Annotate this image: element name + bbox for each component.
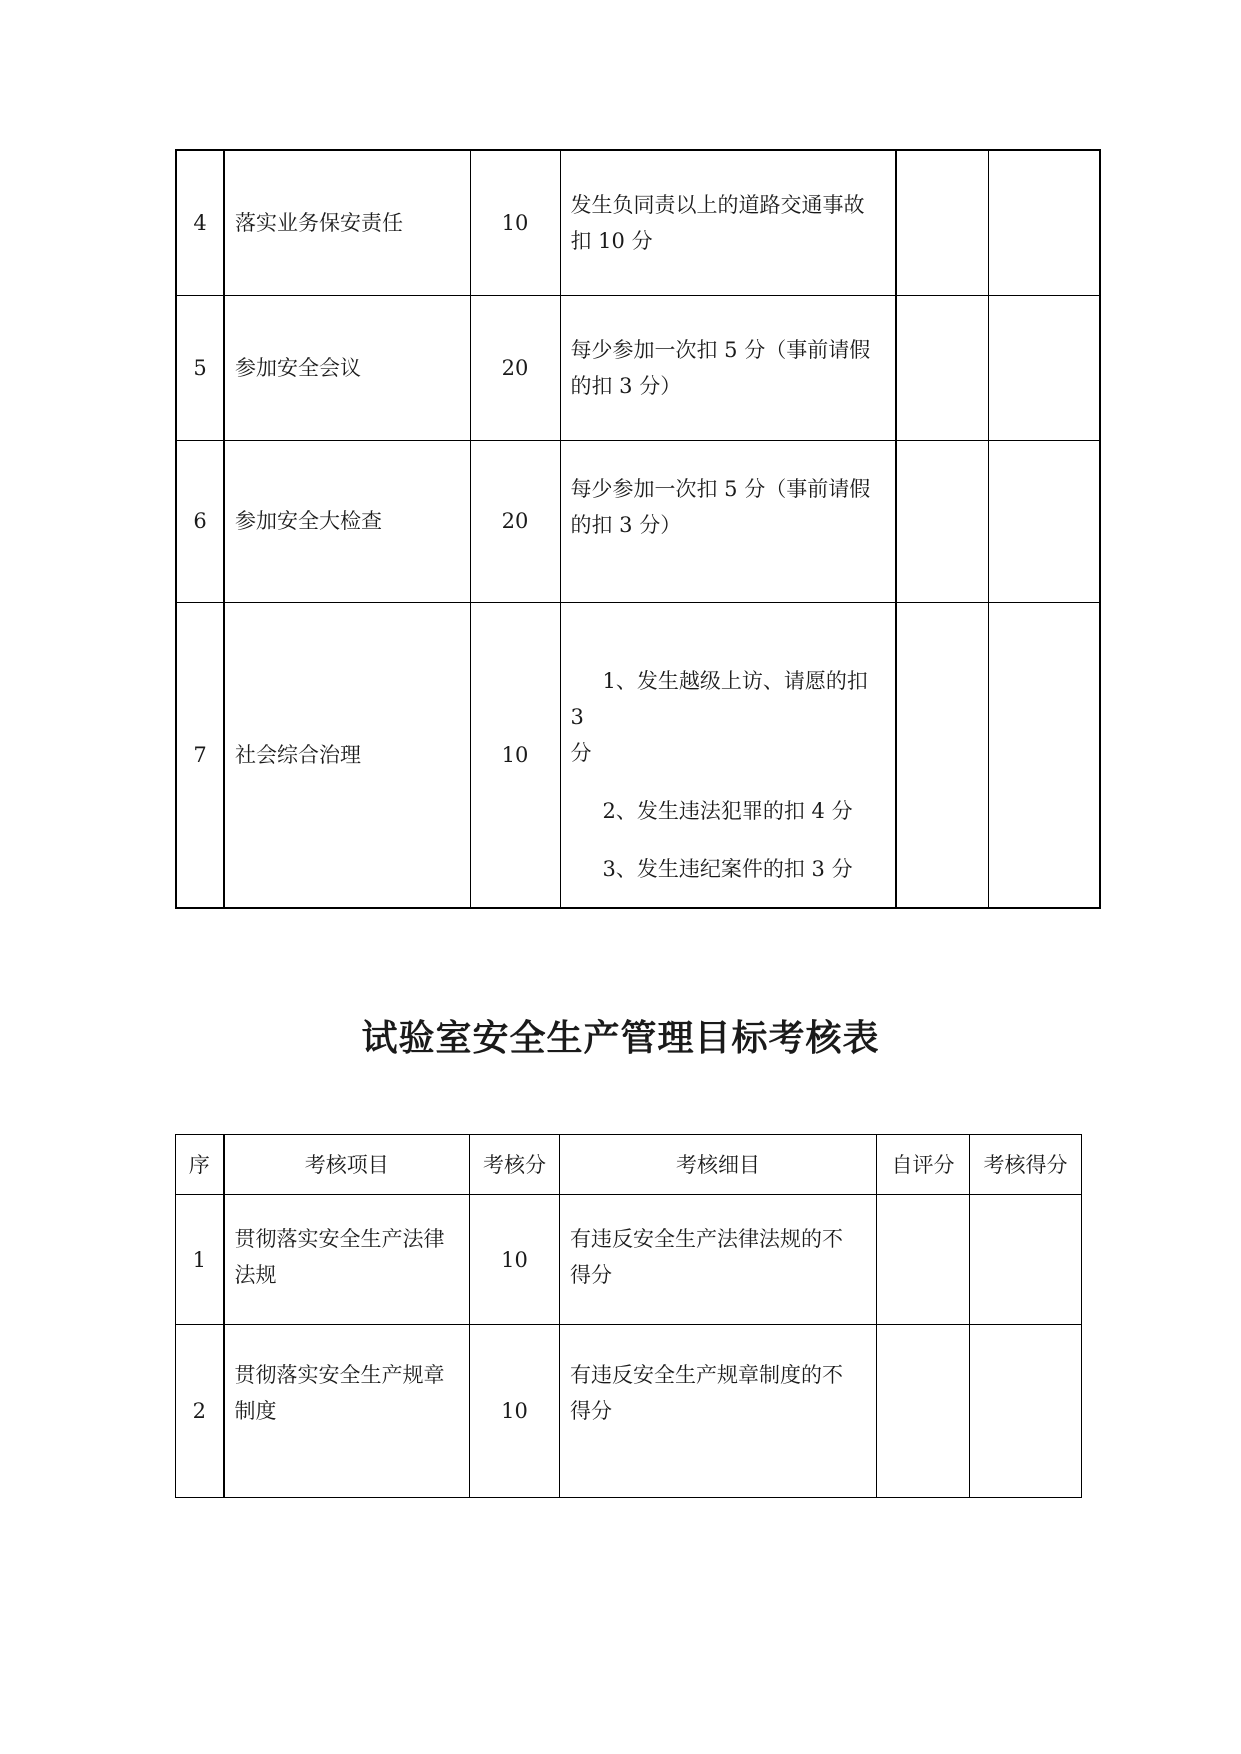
table-row bbox=[176, 295, 1100, 440]
assessment-table bbox=[175, 1134, 1082, 1498]
self-score-cell bbox=[896, 602, 988, 908]
row-number: 4 bbox=[176, 150, 224, 295]
assessment-detail bbox=[560, 150, 896, 295]
assessment-item: 参加安全会议 bbox=[224, 295, 470, 440]
detail-line: 扣 10 分 bbox=[570, 228, 653, 253]
spacer bbox=[571, 829, 886, 851]
assessment-detail bbox=[560, 295, 896, 440]
final-score-cell bbox=[988, 295, 1100, 440]
final-score-cell bbox=[970, 1195, 1082, 1325]
assessment-score: 10 bbox=[470, 1325, 560, 1498]
assessment-item bbox=[224, 1195, 470, 1325]
assessment-detail bbox=[560, 1195, 877, 1325]
detail-line: 2、发生违法犯罪的扣 4 分 bbox=[602, 798, 853, 823]
detail-line: 发生负同责以上的道路交通事故 bbox=[570, 192, 865, 217]
assessment-score: 10 bbox=[470, 150, 560, 295]
assessment-item bbox=[224, 1325, 470, 1498]
table-header-row bbox=[176, 1135, 1082, 1195]
assessment-item: 社会综合治理 bbox=[224, 602, 470, 908]
assessment-score: 20 bbox=[470, 440, 560, 602]
row-number: 5 bbox=[176, 295, 224, 440]
table-row bbox=[176, 440, 1100, 602]
assessment-score: 10 bbox=[470, 1195, 560, 1325]
detail-line: 的扣 3 分） bbox=[570, 373, 682, 398]
assessment-detail bbox=[560, 602, 896, 908]
self-score-cell bbox=[877, 1325, 970, 1498]
assessment-detail bbox=[560, 1325, 877, 1498]
self-score-cell bbox=[877, 1195, 970, 1325]
row-number: 6 bbox=[176, 440, 224, 602]
assessment-item: 落实业务保安责任 bbox=[224, 150, 470, 295]
assessment-detail bbox=[560, 440, 896, 602]
table-row bbox=[176, 1325, 1082, 1498]
item-line: 贯彻落实安全生产规章 bbox=[234, 1363, 445, 1387]
self-score-cell bbox=[896, 150, 988, 295]
detail-line: 分 bbox=[570, 740, 592, 765]
self-score-cell bbox=[896, 440, 988, 602]
table-row bbox=[176, 602, 1100, 908]
item-line: 法规 bbox=[234, 1263, 277, 1287]
detail-line: 得分 bbox=[570, 1263, 612, 1287]
header-no: 序 bbox=[176, 1135, 224, 1195]
row-number: 2 bbox=[176, 1325, 224, 1498]
detail-line: 有违反安全生产规章制度的不 bbox=[570, 1363, 843, 1387]
row-number: 7 bbox=[176, 602, 224, 908]
detail-line: 有违反安全生产法律法规的不 bbox=[570, 1227, 843, 1251]
spacer bbox=[571, 771, 886, 793]
item-line: 贯彻落实安全生产法律 bbox=[234, 1227, 445, 1251]
header-score: 考核分 bbox=[470, 1135, 560, 1195]
assessment-table-continued bbox=[175, 149, 1101, 909]
header-detail: 考核细目 bbox=[560, 1135, 877, 1195]
self-score-cell bbox=[896, 295, 988, 440]
assessment-item: 参加安全大检查 bbox=[224, 440, 470, 602]
final-score-cell bbox=[970, 1325, 1082, 1498]
table-row bbox=[176, 1195, 1082, 1325]
page-title: 试验室安全生产管理目标考核表 bbox=[361, 1018, 880, 1059]
assessment-score: 10 bbox=[470, 602, 560, 908]
assessment-score: 20 bbox=[470, 295, 560, 440]
row-number: 1 bbox=[176, 1195, 224, 1325]
detail-line: 1、发生越级上访、请愿的扣 3 bbox=[570, 668, 868, 729]
detail-line: 的扣 3 分） bbox=[570, 512, 682, 537]
header-self-score: 自评分 bbox=[877, 1135, 970, 1195]
final-score-cell bbox=[988, 150, 1100, 295]
final-score-cell bbox=[988, 440, 1100, 602]
item-line: 制度 bbox=[234, 1399, 277, 1423]
detail-line: 每少参加一次扣 5 分（事前请假 bbox=[570, 337, 871, 362]
detail-line: 3、发生违纪案件的扣 3 分 bbox=[602, 856, 853, 881]
table-row bbox=[176, 150, 1100, 295]
final-score-cell bbox=[988, 602, 1100, 908]
detail-line: 每少参加一次扣 5 分（事前请假 bbox=[570, 476, 871, 501]
header-final-score: 考核得分 bbox=[970, 1135, 1082, 1195]
detail-line: 得分 bbox=[570, 1399, 612, 1423]
header-item: 考核项目 bbox=[224, 1135, 470, 1195]
